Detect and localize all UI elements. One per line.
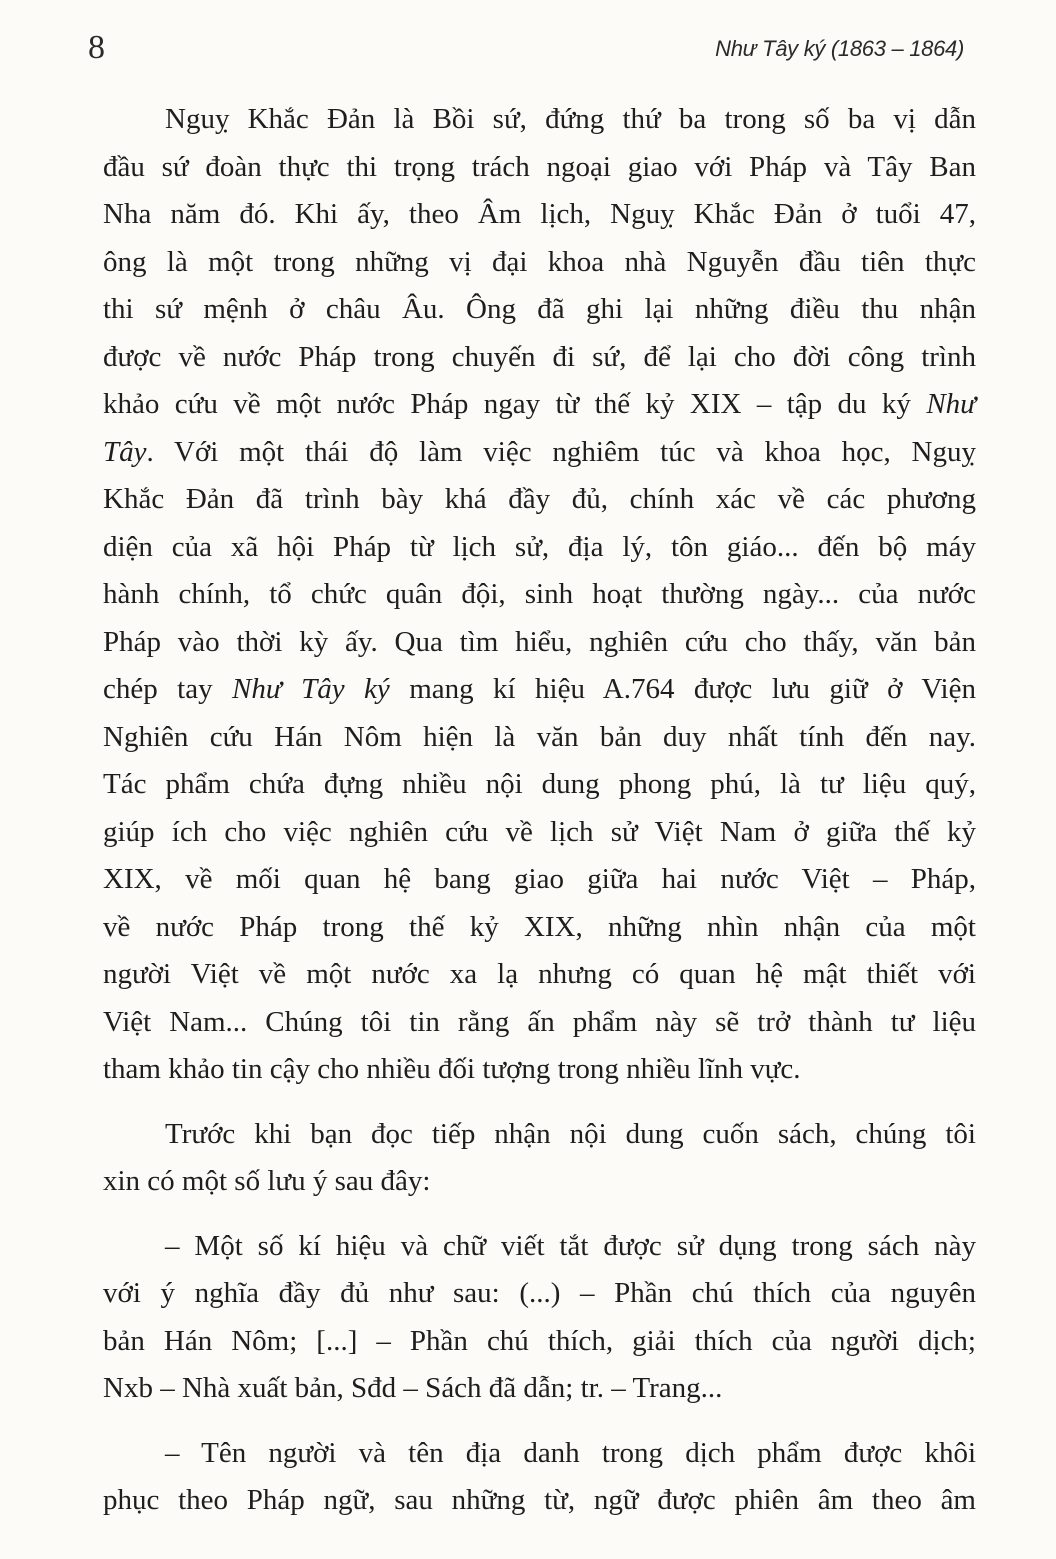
text-line: [103, 429, 976, 477]
text-line: Nxb – Nhà xuất bản, Sđd – Sách đã dẫn; tr. – Trang...: [103, 1372, 723, 1404]
text-line: Trước khi bạn đọc tiếp nhận nội dung cuốn sách, chúng tôi: [165, 1117, 976, 1150]
text-line: người Việt về một nước xa lạ nhưng có quan hệ mật thiết với: [103, 958, 976, 990]
text-line: hành chính, tổ chức quân đội, sinh hoạt thường ngày... của nước: [103, 578, 976, 610]
paragraph-4: [103, 1430, 976, 1525]
text-line: Việt Nam... Chúng tôi tin rằng ấn phẩm này sẽ trở thành tư liệu: [103, 1005, 976, 1038]
text-line: Pháp vào thời kỳ ấy. Qua tìm hiểu, nghiên cứu cho thấy, văn bản: [103, 625, 976, 658]
text-line: diện của xã hội Pháp từ lịch sử, địa lý, tôn giáo... đến bộ máy: [103, 530, 976, 563]
text-line: xin có một số lưu ý sau đây:: [103, 1165, 431, 1197]
text-line: về nước Pháp trong thế kỷ XIX, những nhìn nhận của một: [103, 910, 976, 943]
page-number: 8: [88, 29, 105, 66]
text-line: giúp ích cho việc nghiên cứu về lịch sử Việt Nam ở giữa thế kỷ: [103, 815, 976, 848]
book-title-italic: Như: [926, 388, 976, 420]
text-segment: khảo cứu về một nước Pháp ngay từ thế kỷ XIX – tập du ký: [103, 388, 927, 420]
text-line: – Một số kí hiệu và chữ viết tắt được sử dụng trong sách này: [165, 1229, 976, 1262]
text-line: Khắc Đản đã trình bày khá đầy đủ, chính xác về các phương: [103, 483, 976, 515]
text-segment: mang kí hiệu A.764 được lưu giữ ở Viện: [389, 673, 976, 705]
paragraph-1: [103, 96, 976, 1094]
running-title: Như Tây ký (1863 – 1864): [715, 36, 964, 61]
text-segment: . Với một thái độ làm việc nghiêm túc và khoa học, Nguỵ: [146, 435, 976, 468]
text-line: Nguỵ Khắc Đản là Bồi sứ, đứng thứ ba trong số ba vị dẫn: [165, 103, 976, 135]
text-line: ông là một trong những vị đại khoa nhà Nguyễn đầu tiên thực: [103, 245, 976, 278]
paragraph-2: [103, 1111, 976, 1206]
text-line: bản Hán Nôm; [...] – Phần chú thích, giải thích của người dịch;: [103, 1324, 976, 1357]
text-line: Tác phẩm chứa đựng nhiều nội dung phong phú, là tư liệu quý,: [103, 768, 976, 800]
text-line: tham khảo tin cậy cho nhiều đối tượng trong nhiều lĩnh vực.: [103, 1053, 801, 1085]
text-line: – Tên người và tên địa danh trong dịch phẩm được khôi: [165, 1436, 976, 1469]
text-line: phục theo Pháp ngữ, sau những từ, ngữ được phiên âm theo âm: [103, 1484, 976, 1516]
text-line: với ý nghĩa đầy đủ như sau: (...) – Phần chú thích của nguyên: [103, 1277, 976, 1309]
text-line: đầu sứ đoàn thực thi trọng trách ngoại giao với Pháp và Tây Ban: [103, 150, 976, 183]
book-title-italic: Tây: [103, 435, 147, 468]
text-segment: chép tay: [103, 673, 233, 705]
text-line: [103, 666, 976, 714]
book-title-italic: Như Tây ký: [232, 673, 390, 705]
text-line: Nghiên cứu Hán Nôm hiện là văn bản duy nhất tính đến nay.: [103, 720, 976, 753]
text-line: XIX, về mối quan hệ bang giao giữa hai nước Việt – Pháp,: [103, 863, 976, 895]
paragraph-3: [103, 1223, 976, 1413]
text-line: thi sứ mệnh ở châu Âu. Ông đã ghi lại những điều thu nhận: [103, 293, 976, 325]
text-line: được về nước Pháp trong chuyến đi sứ, để lại cho đời công trình: [103, 340, 976, 373]
body-text: [103, 96, 976, 1525]
text-line: Nha năm đó. Khi ấy, theo Âm lịch, Nguỵ Khắc Đản ở tuổi 47,: [103, 198, 976, 230]
text-line: [103, 381, 976, 429]
